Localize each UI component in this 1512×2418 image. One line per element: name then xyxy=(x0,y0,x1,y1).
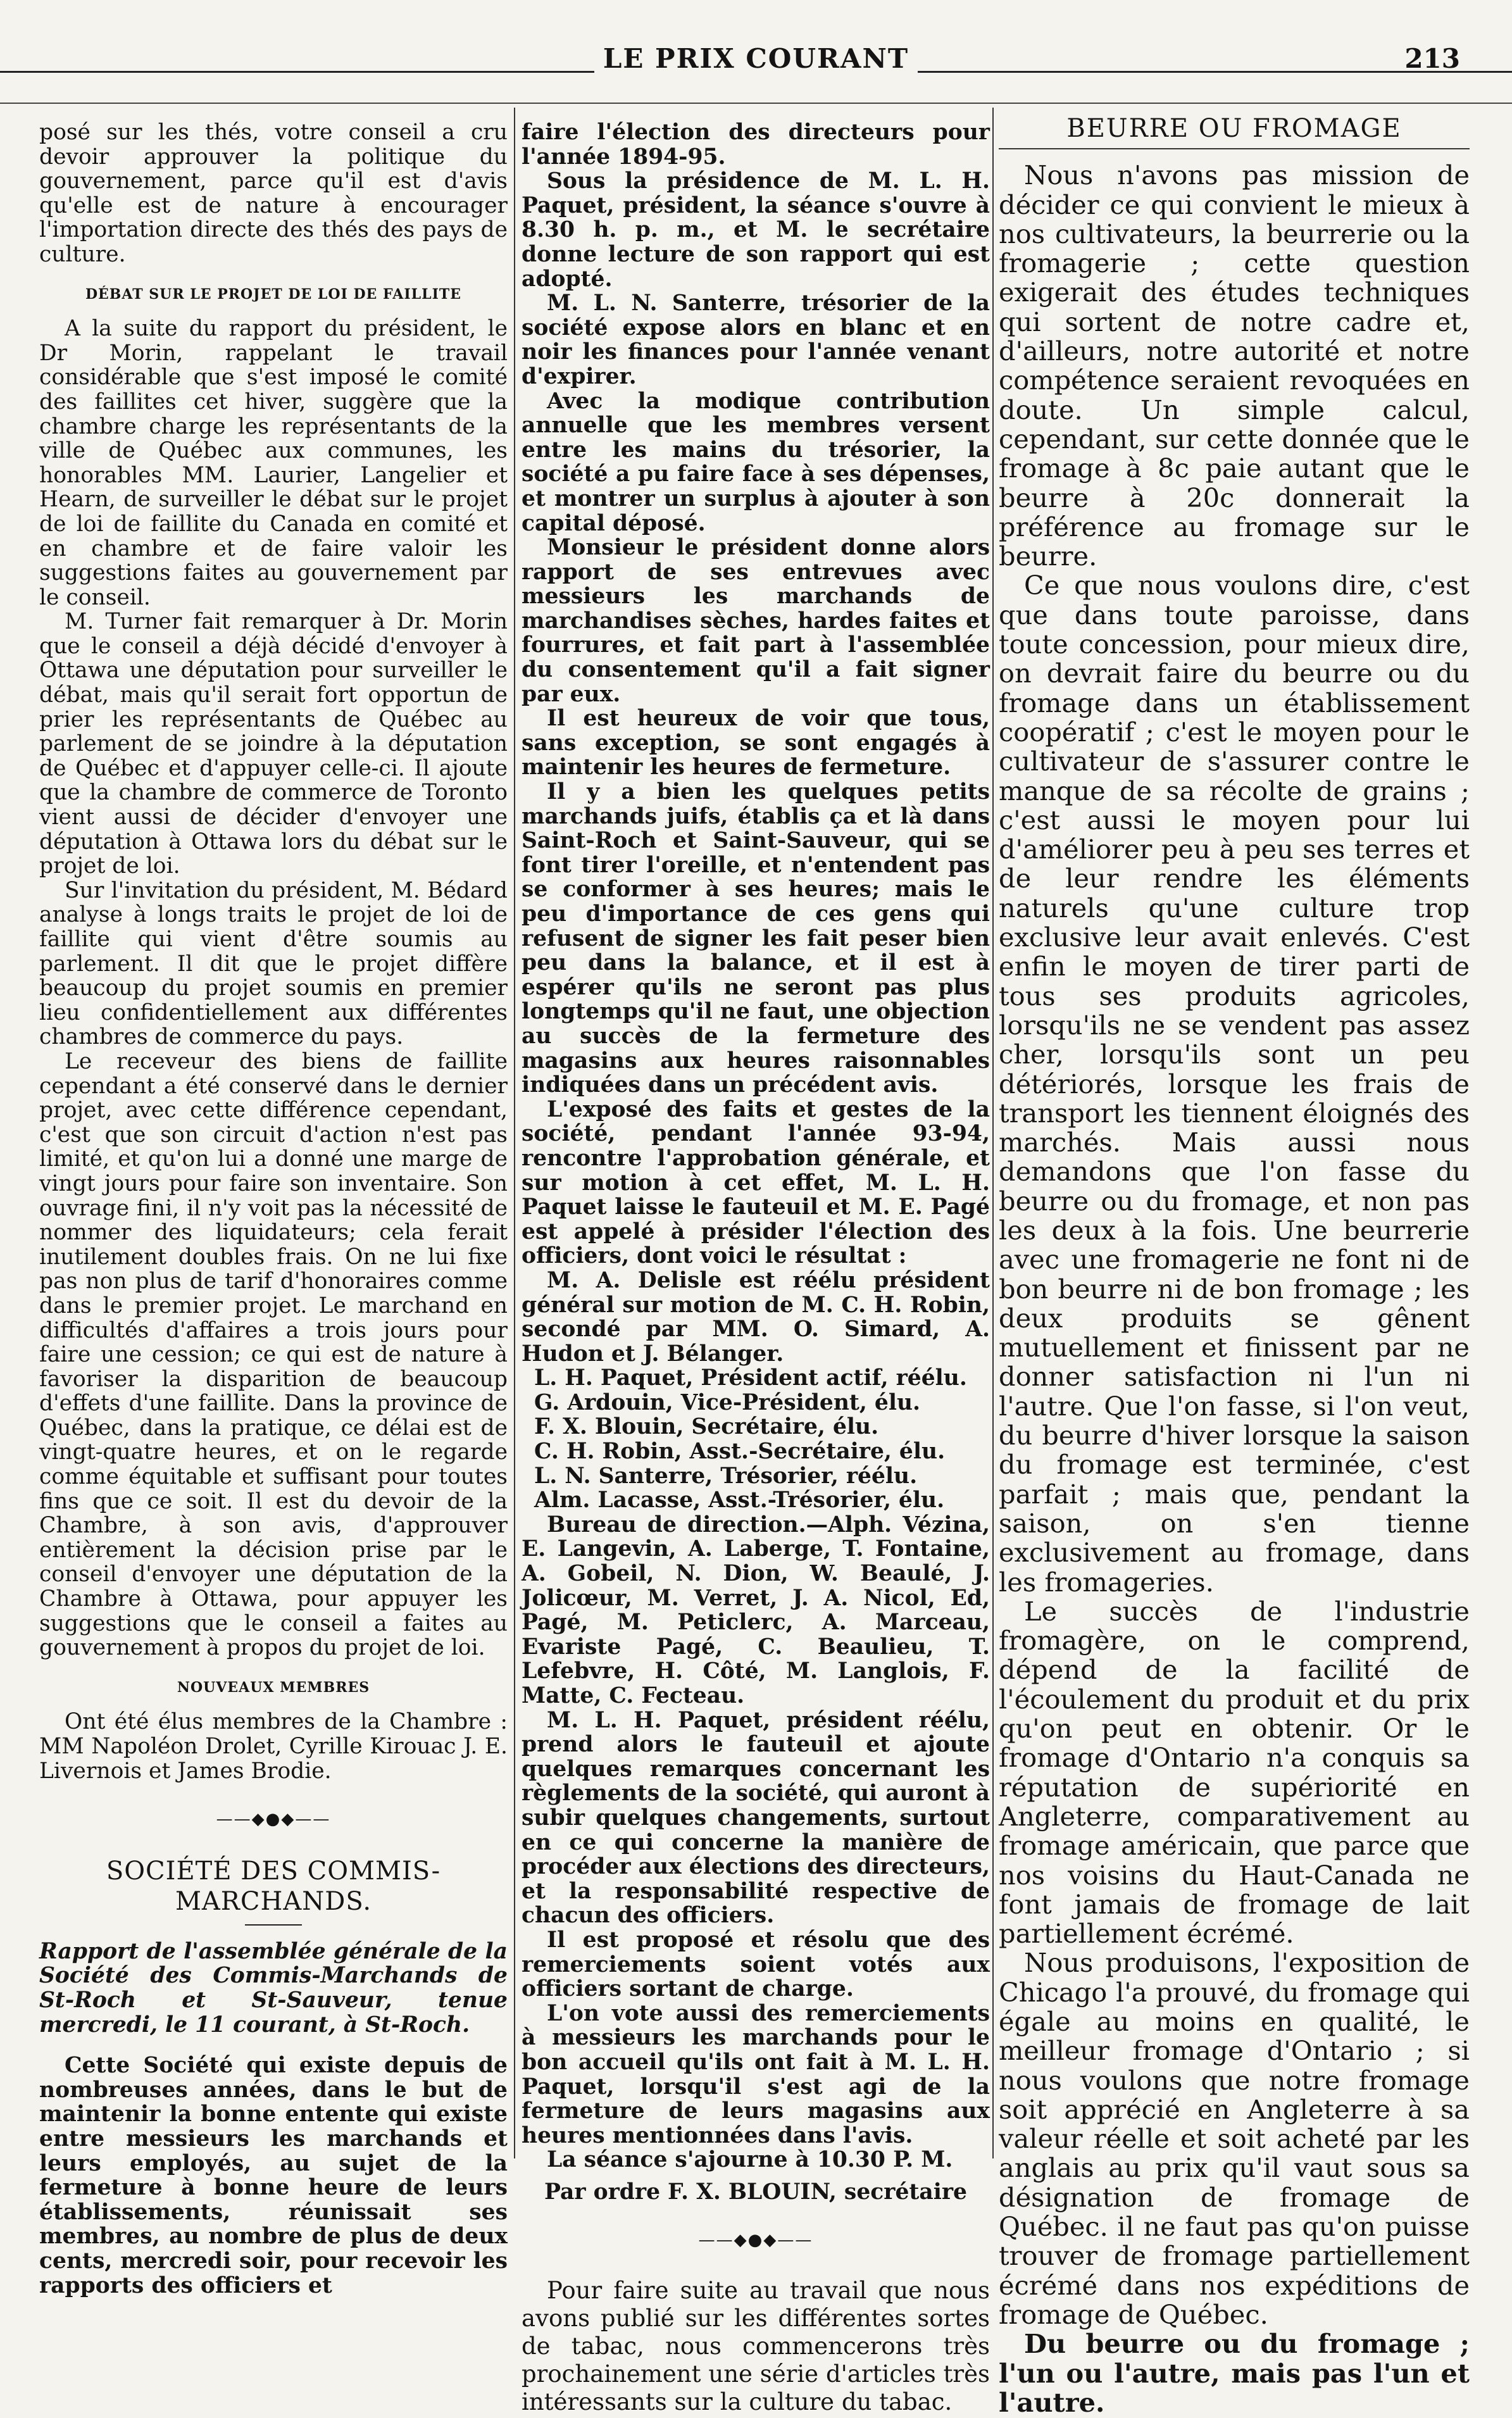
page-number: 213 xyxy=(1404,43,1460,74)
paragraph: M. L. H. Paquet, président réélu, prend alors le fauteuil et ajoute quelques remarques concernant les règlements de la société, qui auront à subir quelques changements, surtout en ce qui concerne la manière de procéder aux élections des directeurs, et la responsabilité respective de chacun des officiers. xyxy=(522,1707,990,1929)
column-3 xyxy=(999,114,1470,2418)
paragraph: M. A. Delisle est réélu président général sur motion de M. C. H. Robin, secondé par MM. O. Simard, A. Hudon et J. Bélanger. xyxy=(522,1267,990,1367)
paragraph: L'exposé des faits et gestes de la société, pendant l'année 93-94, rencontre l'approbation générale, et sur motion à cet effet, M. L. H. Paquet laisse le fauteuil et M. E. Pagé est appelé à présider l'élection des officiers, dont voici le résultat : xyxy=(522,1096,990,1269)
paragraph: La séance s'ajourne à 10.30 P. M. xyxy=(547,2147,953,2173)
paragraph: Sur l'invitation du président, M. Bédard analyse à longs traits le projet de loi de faillite qui vient d'être soumis au parlement. Il dit que le projet diffère beaucoup du projet soumis en premier lieu confidentiellement aux différentes chambres de commerce du pays. xyxy=(39,877,508,1050)
column-divider-1 xyxy=(514,108,515,2158)
list-item: L. N. Santerre, Trésorier, réélu. xyxy=(534,1463,918,1489)
list-item: L. H. Paquet, Président actif, réélu. xyxy=(534,1365,967,1391)
paragraph: Il y a bien les quelques petits marchands juifs, établis ça et là dans Saint-Roch et Saint-Sauveur, qui se font tirer l'oreille, et n'entendent pas se conformer à ses heures; mais le peu d'importance de ces gens qui refusent de signer les fait peser bien peu dans la balance, et il est à espérer qu'ils ne seront pas plus longtemps qu'il ne faut, une objection au succès de la fermeture des magasins aux heures raisonnables indiquées dans un précédent avis. xyxy=(522,779,990,1098)
column-1 xyxy=(39,120,508,2298)
list-item: F. X. Blouin, Secrétaire, élu. xyxy=(534,1414,879,1440)
paragraph: L'on vote aussi des remerciements à messieurs les marchands pour le bon accueil qu'ils ont fait à M. L. H. Paquet, lorsqu'il s'est agi de la fermeture de leurs magasins aux heures mentionnées dans l'avis. xyxy=(522,2000,990,2148)
paragraph: Avec la modique contribution annuelle que les membres versent entre les mains du trésorier, la société a pu faire face à ses dépenses, et montrer un surplus à ajouter à son capital déposé. xyxy=(522,388,990,536)
paragraph: M. L. N. Santerre, trésorier de la société expose alors en blanc et en noir les finances pour l'année venant d'expirer. xyxy=(522,291,990,389)
section-heading-nouveaux-membres: NOUVEAUX MEMBRES xyxy=(177,1679,370,1696)
officer-list xyxy=(522,1366,990,1513)
paragraph: Il est proposé et résolu que des remerciements soient votés aux officiers sortant de charge. xyxy=(522,1927,990,2002)
paragraph: Le succès de l'industrie fromagère, on le comprend, dépend de la facilité de l'écoulement du produit et du prix qu'on peut en obtenir. Or le fromage d'Ontario n'a conquis sa réputation de supériorité en Angleterre, comparativement au fromage américain, que parce que nos voisins du Haut-Canada ne font jamais de fromage de lait partiellement écrémé. xyxy=(999,1595,1470,1950)
paragraph: posé sur les thés, votre conseil a cru devoir approuver la politique du gouvernement, parce qu'il est d'avis qu'elle est de nature à encourager l'importation directe des thés des pays de culture. xyxy=(39,120,508,267)
paragraph: Nous produisons, l'exposition de Chicago l'a prouvé, du fromage qui égale au moins en qualité, le meilleur fromage d'Ontario ; si nous voulons que notre fromage soit apprécié en Angleterre à sa valeur réelle et soit acheté par les anglais au prix qu'il vaut sous sa désignation de fromage de Québec. il ne faut pas qu'on puisse trouver de fromage partiellement écrémé dans nos expéditions de fromage de Québec. xyxy=(999,1947,1470,2330)
paragraph: Monsieur le président donne alors rapport de ses entrevues avec messieurs les marchands de marchandises sèches, hardes faites et fourrures, et fait part à l'assemblée du consentement qu'il a fait signer par eux. xyxy=(522,535,990,707)
column-2 xyxy=(522,120,990,2416)
paragraph: Ce que nous voulons dire, c'est que dans toute paroisse, dans toute concession, pour mieux dire, on devrait faire du beurre ou du fromage dans un établissement coopératif ; c'est le moyen pour le cultivateur de s'assurer contre le manque de sa récolte de grains ; c'est aussi le moyen pour lui d'améliorer peu à peu ses terres et de leur rendre les éléments naturels qu'une culture trop exclusive leur avait enlevés. C'est enfin le moyen de tirer parti de tous ses produits agricoles, lorsqu'ils ne se vendent pas assez cher, lorsqu'ils sont un peu détériorés, lorsque les frais de transport les tiennent éloignés des marchés. Mais aussi nous demandons que l'on fasse du beurre ou du fromage, et non pas les deux à la fois. Une beurrerie avec une fromagerie ne font ni de bon beurre ni de bon fromage ; les deux produits se gênent mutuellement et finissent par ne donner satisfaction ni l'un ni l'autre. Que l'on fasse, si l'on veut, du beurre d'hiver lorsque la saison du fromage est terminée, c'est parfait ; mais que, pendant la saison, on s'en tienne exclusivement au fromage, dans les fromageries. xyxy=(999,570,1470,1598)
column-divider-2 xyxy=(992,108,994,2158)
list-item: C. H. Robin, Asst.-Secrétaire, élu. xyxy=(534,1439,946,1465)
header-rule-bottom xyxy=(0,103,1512,104)
signature-line: Par ordre F. X. BLOUIN, secrétaire xyxy=(544,2179,967,2205)
article-intro: Rapport de l'assemblée générale de la Société des Commis-Marchands de St-Roch et St-Sauveur, tenue mercredi, le 11 courant, à St-Roch. xyxy=(39,1938,508,2038)
paragraph: Il est heureux de voir que tous, sans exception, se sont engagés à maintenir les heures de fermeture. xyxy=(522,706,990,780)
paragraph: Nous n'avons pas mission de décider ce qui convient le mieux à nos cultivateurs, la beurrerie ou la fromagerie ; cette question exigerait des études techniques qui sortent de notre cadre et, d'ailleurs, notre autorité et notre compétence seraient revoquées en doute. Un simple calcul, cependant, sur cette donnée que le fromage à 8c paie autant que le beurre à 20c donnerait la préférence au fromage sur le beurre. xyxy=(999,160,1470,572)
paragraph: Bureau de direction.—Alph. Vézina, E. Langevin, A. Laberge, T. Fontaine, A. Gobeil, N. Dion, W. Beaulé, J. Jolicœur, M. Verret, J. A. Nicol, Ed, Pagé, M. Peticlerc, A. Marceau, Evariste Pagé, C. Beaulieu, T. Lefebvre, H. Côté, M. Langlois, F. Matte, C. Fecteau. xyxy=(522,1512,990,1708)
list-item: G. Ardouin, Vice-Président, élu. xyxy=(534,1389,921,1415)
paragraph: faire l'élection des directeurs pour l'année 1894-95. xyxy=(522,120,990,170)
paragraph: Pour faire suite au travail que nous avons publié sur les différentes sortes de tabac, nous commencerons très prochainement une série d'articles très intéressants sur la culture du tabac. xyxy=(522,2277,990,2416)
ornament-divider: ——◆●◆—— xyxy=(698,2231,813,2250)
ornament-divider: ——◆●◆—— xyxy=(216,1810,331,1829)
article-title-societe: SOCIÉTÉ DES COMMIS-MARCHANDS. xyxy=(106,1856,441,1916)
paragraph: M. Turner fait remarquer à Dr. Morin que le conseil a déjà décidé d'envoyer à Ottawa une députation pour surveiller le débat, mais qu'il serait fort opportun de prier les représentants de Québec au parlement de se joindre à la députation de Québec et d'appuyer celle-ci. Il ajoute que la chambre de commerce de Toronto vient aussi de décider d'envoyer une députation à Ottawa lors du débat sur le projet de loi. xyxy=(39,609,508,879)
publication-title: LE PRIX COURANT xyxy=(0,43,1512,74)
paragraph: Le receveur des biens de faillite cependant a été conservé dans le dernier projet, avec cette différence cependant, c'est que son circuit d'action n'est pas limité, et qu'on lui a donné une marge de vingt jours pour faire son inventaire. Son ouvrage fini, il n'y voit pas la nécessité de nommer des liquidateurs; cela ferait inutilement doubles frais. On ne lui fixe pas non plus de tarif d'honoraires comme dans le premier projet. Le marchand en difficultés d'affaires a trois jours pour faire une cession; ce qui est de nature à favoriser la disparition de beaucoup d'effets d'une faillite. Dans la province de Québec, dans la pratique, ce délai est de vingt-quatre heures, et on le regarde comme équitable et suffisant pour toutes fins que ce soit. Il est du devoir de la Chambre, à son avis, d'approuver entièrement la décision prise par le conseil d'envoyer une députation de la Chambre à Ottawa, pour appuyer les suggestions que le conseil a faites au gouvernement à propos du projet de loi. xyxy=(39,1048,508,1661)
paragraph: Du beurre ou du fromage ; l'un ou l'autre, mais pas l'un et l'autre. xyxy=(999,2328,1470,2418)
page-header xyxy=(0,43,1512,87)
article-title-beurre: BEURRE OU FROMAGE xyxy=(999,114,1470,149)
list-item: Alm. Lacasse, Asst.-Trésorier, élu. xyxy=(534,1488,945,1513)
paragraph: Ont été élus membres de la Chambre : MM Napoléon Drolet, Cyrille Kirouac J. E. Livernois et James Brodie. xyxy=(39,1709,508,1784)
section-heading-faillite: DÉBAT SUR LE PROJET DE LOI DE FAILLITE xyxy=(85,285,462,303)
paragraph: Cette Société qui existe depuis de nombreuses années, dans le but de maintenir la bonne entente qui existe entre messieurs les marchands et leurs employés, au sujet de la fermeture à bonne heure de leurs établissements, réunissait ses membres, au nombre de plus de deux cents, mercredi soir, pour recevoir les rapports des officiers et xyxy=(39,2053,508,2298)
paragraph: A la suite du rapport du président, le Dr Morin, rappelant le travail considérable que s'est imposé le comité des faillites cet hiver, suggère que la chambre charge les représentants de la ville de Québec aux communes, les honorables MM. Laurier, Langelier et Hearn, de surveiller le débat sur le projet de loi de faillite du Canada en comité et en chambre et de faire valoir les suggestions faites au gouvernement par le conseil. xyxy=(39,316,508,610)
title-rule xyxy=(245,1924,302,1926)
paragraph: Sous la présidence de M. L. H. Paquet, président, la séance s'ouvre à 8.30 h. p. m., et M. le secrétaire donne lecture de son rapport qui est adopté. xyxy=(522,168,990,292)
